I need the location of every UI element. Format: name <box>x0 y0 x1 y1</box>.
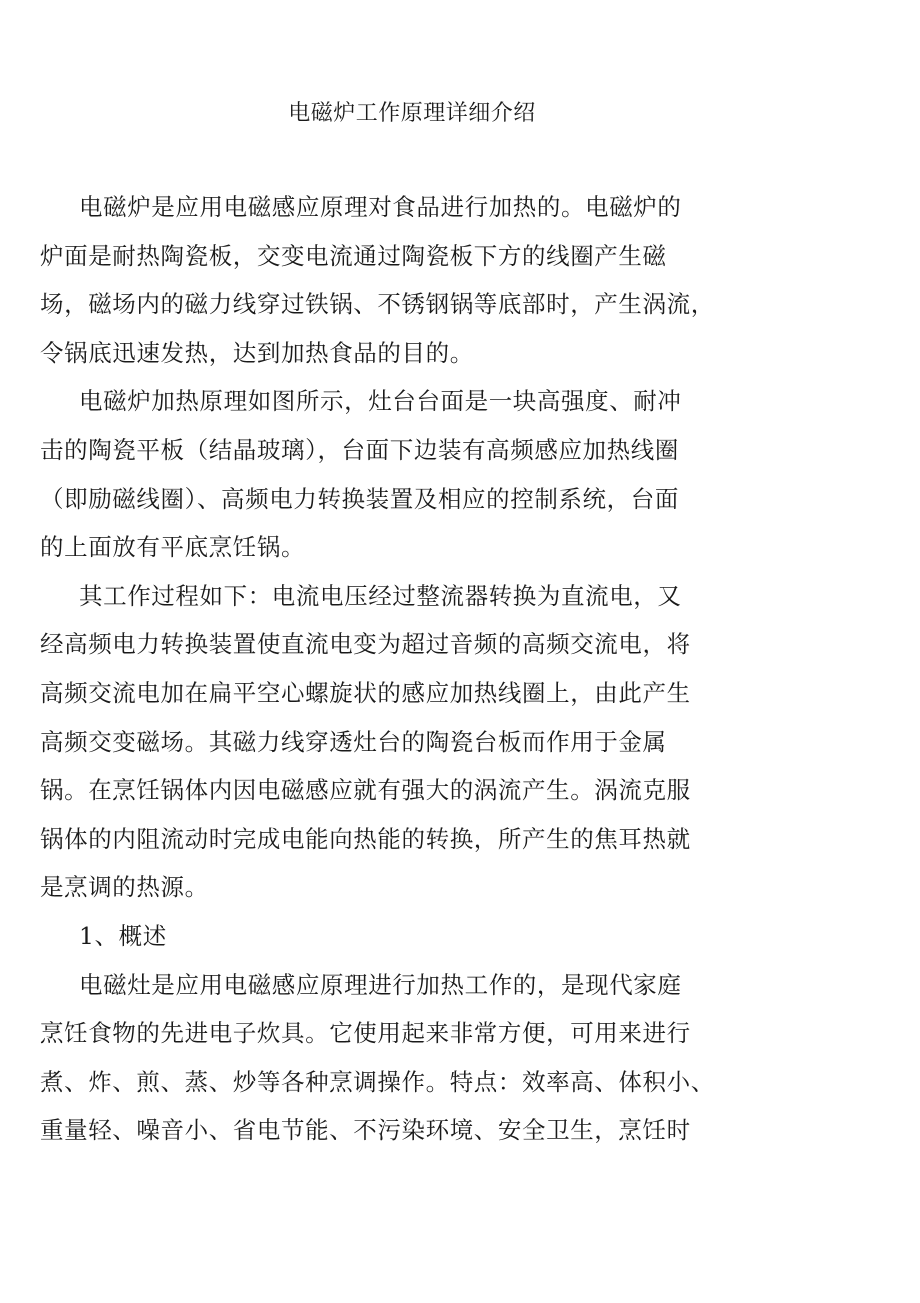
document-body <box>40 187 740 1159</box>
text-line: 锅体的内阻流动时完成电能向热能的转换，所产生的焦耳热就 <box>40 824 691 853</box>
text-line: 重量轻、噪音小、省电节能、不污染环境、安全卫生，烹饪时 <box>40 1116 691 1145</box>
text-line: 电磁炉加热原理如图所示，灶台台面是一块高强度、耐冲 <box>79 387 682 416</box>
section-heading: 1、概述 <box>79 921 167 950</box>
text-line: 经高频电力转换装置使直流电变为超过音频的高频交流电，将 <box>40 630 691 659</box>
text-line: 电磁炉是应用电磁感应原理对食品进行加热的。电磁炉的 <box>79 193 682 221</box>
text-line: 令锅底迅速发热，达到加热食品的目的。 <box>40 338 474 367</box>
text-line: （即励磁线圈）、高频电力转换装置及相应的控制系统，台面 <box>40 484 679 513</box>
text-line: 煮、炸、煎、蒸、炒等各种烹调操作。特点：效率高、体积小、 <box>40 1067 715 1096</box>
text-line: 锅。在烹饪锅体内因电磁感应就有强大的涡流产生。涡流克服 <box>40 776 691 805</box>
text-line: 电磁灶是应用电磁感应原理进行加热工作的，是现代家庭 <box>79 970 682 999</box>
text-line: 的上面放有平底烹饪锅。 <box>40 533 306 562</box>
text-line: 其工作过程如下：电流电压经过整流器转换为直流电，又 <box>79 581 682 610</box>
text-line: 炉面是耐热陶瓷板，交变电流通过陶瓷板下方的线圈产生磁 <box>40 241 667 270</box>
text-line: 烹饪食物的先进电子炊具。它使用起来非常方便，可用来进行 <box>40 1019 691 1048</box>
text-line: 击的陶瓷平板（结晶玻璃），台面下边装有高频感应加热线圈 <box>40 435 679 464</box>
document-title: 电磁炉工作原理详细介绍 <box>288 101 536 126</box>
text-line: 高频交变磁场。其磁力线穿透灶台的陶瓷台板而作用于金属 <box>40 727 667 756</box>
text-line: 是烹调的热源。 <box>40 873 209 902</box>
text-line: 高频交流电加在扁平空心螺旋状的感应加热线圈上，由此产生 <box>40 678 691 707</box>
text-line: 场，磁场内的磁力线穿过铁锅、不锈钢锅等底部时，产生涡流， <box>40 290 715 319</box>
